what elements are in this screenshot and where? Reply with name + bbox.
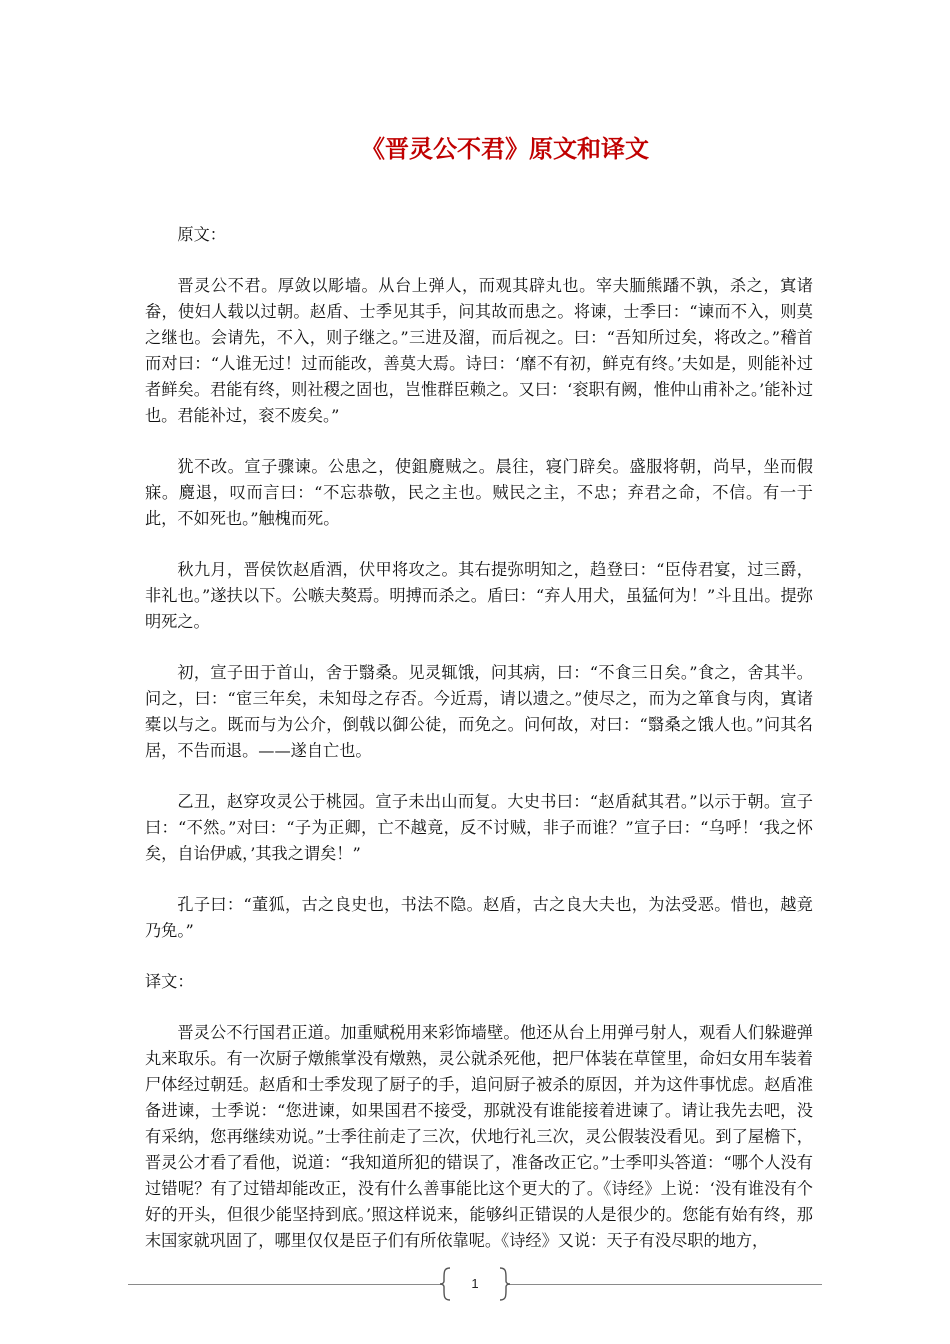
- paragraph: 晋灵公不君。厚敛以彫墙。从台上弹人，而观其辟丸也。宰夫胹熊蹯不孰，杀之，寘诸畚，使妇人载以过朝。赵盾、士季见其手，问其故而患之。将谏，士季曰：“谏而不入，则莫之继也。会请先，不入，则子继之。”三进及溜，而后视之。曰：“吾知所过矣，将改之。”稽首而对曰：“人谁无过！过而能改，善莫大焉。诗曰：‘靡不有初，鲜克有终。’夫如是，则能补过者鲜矣。君能有终，则社稷之固也，岂惟群臣赖之。又曰：‘衮职有阙，惟仲山甫补之。’能补过也。君能补过，衮不废矣。”: [145, 276, 813, 425]
- document-body: [145, 222, 813, 1254]
- page-number: 1: [471, 1276, 479, 1291]
- paragraph: 秋九月，晋侯饮赵盾酒，伏甲将攻之。其右提弥明知之，趋登曰：“臣侍君宴，过三爵，非礼也。”遂扶以下。公嗾夫獒焉。明搏而杀之。盾曰：“弃人用犬，虽猛何为！”斗且出。提弥明死之。: [145, 560, 813, 631]
- paragraph: 乙丑，赵穿攻灵公于桃园。宣子未出山而复。大史书曰：“赵盾弑其君。”以示于朝。宣子曰：“不然。”对曰：“子为正卿，亡不越竟，反不讨贼，非子而谁？”宣子曰：“乌呼！‘我之怀矣，自诒伊戚，’其我之谓矣！”: [145, 792, 813, 863]
- document-title: 《晋灵公不君》原文和译文: [361, 135, 649, 163]
- footer-rule-right: [508, 1284, 822, 1285]
- section-label-translation: 译文：: [145, 972, 194, 991]
- paragraph: 初，宣子田于首山，舍于翳桑。见灵辄饿，问其病，曰：“不食三日矣。”食之，舍其半。问之，曰：“宦三年矣，未知母之存否。今近焉，请以遗之。”使尽之，而为之箪食与肉，寘诸橐以与之。既而与为公介，倒戟以御公徒，而免之。问何故，对曰：“翳桑之饿人也。”问其名居，不告而退。——遂自亡也。: [145, 663, 813, 760]
- section-label-original: 原文：: [177, 225, 226, 244]
- footer-rule-left: [128, 1284, 442, 1285]
- paragraph: 犹不改。宣子骤谏。公患之，使鉏麑贼之。晨往，寝门辟矣。盛服将朝，尚早，坐而假寐。麑退，叹而言曰：“不忘恭敬，民之主也。贼民之主，不忠；弃君之命，不信。有一于此，不如死也。”触槐而死。: [145, 457, 813, 528]
- paragraph: 晋灵公不行国君正道。加重赋税用来彩饰墙壁。他还从台上用弹弓射人，观看人们躲避弹丸来取乐。有一次厨子燉熊掌没有燉熟，灵公就杀死他，把尸体装在草筐里，命妇女用车装着尸体经过朝廷。赵盾和士季发现了厨子的手，追问厨子被杀的原因，并为这件事忧虑。赵盾准备进谏，士季说：“您进谏，如果国君不接受，那就没有谁能接着进谏了。请让我先去吧，没有采纳，您再继续劝说。”士季往前走了三次，伏地行礼三次，灵公假装没看见。到了屋檐下，晋灵公才看了看他，说道：“我知道所犯的错误了，准备改正它。”士季叩头答道：“哪个人没有过错呢？有了过错却能改正，没有什么善事能比这个更大的了。《诗经》上说：‘没有谁没有个好的开头，但很少能坚持到底。’照这样说来，能够纠正错误的人是很少的。您能有始有终，那末国家就巩固了，哪里仅仅是臣子们有所依靠呢。《诗经》又说：天子有没尽职的地方，: [145, 1023, 813, 1250]
- paragraph: 孔子曰：“董狐，古之良史也，书法不隐。赵盾，古之良大夫也，为法受恶。惜也，越竟乃免。”: [145, 895, 813, 940]
